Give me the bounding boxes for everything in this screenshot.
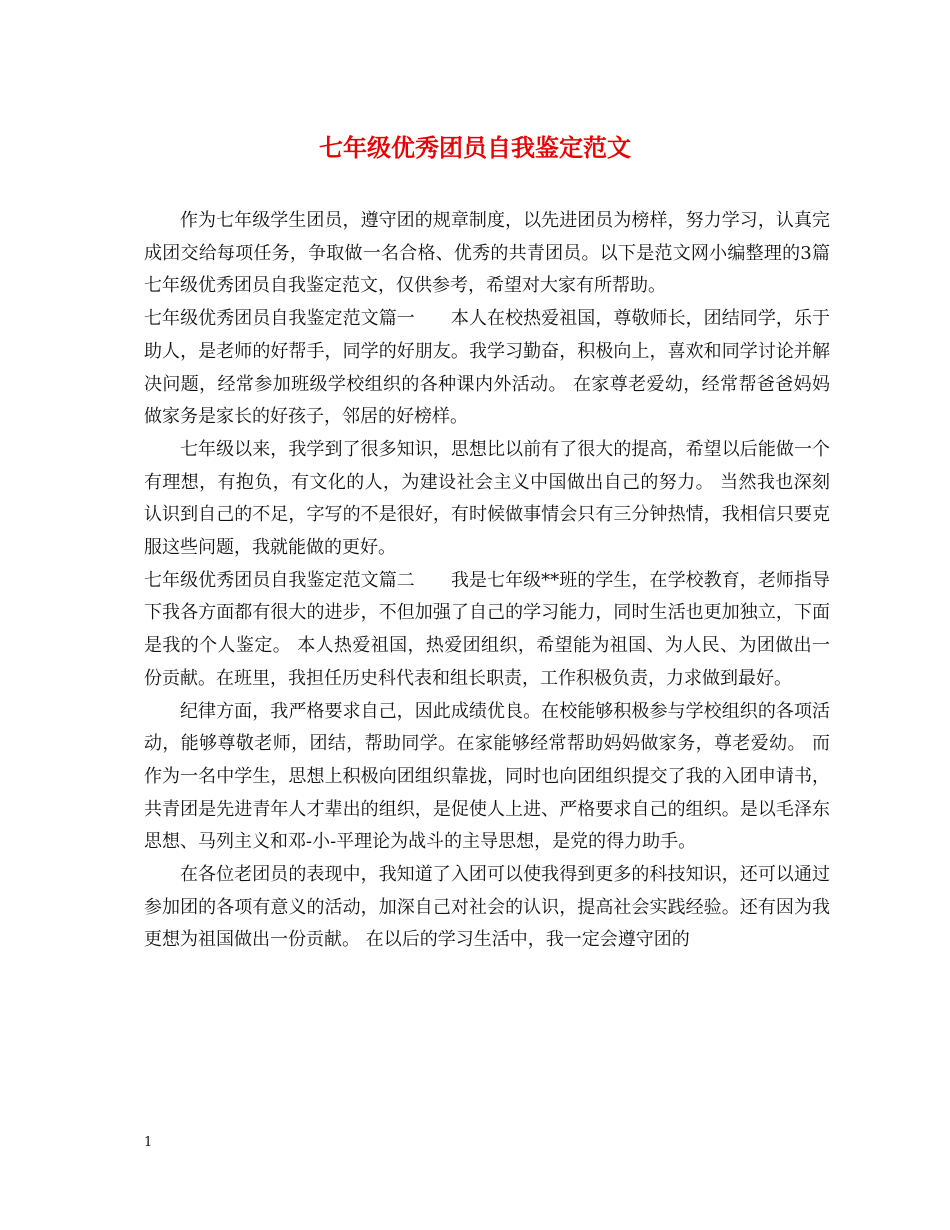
paragraph-essay-two: 七年级优秀团员自我鉴定范文篇二 我是七年级**班的学生，在学校教育，老师指导下我各方面都有很大的进步，不但加强了自己的学习能力，同时生活也更加独立，下面是我的个人鉴定。 本人热爱祖国，热爱团组织，希望能为祖国、为人民、为团做出一份贡献。在班里，我担任历史科代表和组长职责，工作积极负责，力求做到最好。: [144, 569, 830, 689]
paragraph-senior-members: 在各位老团员的表现中，我知道了入团可以使我得到更多的科技知识，还可以通过参加团的各项有意义的活动，加深自己对社会的认识，提高社会实践经验。还有因为我更想为祖国做出一份贡献。 在以后的学习生活中，我一定会遵守团的: [144, 864, 830, 951]
paragraph-essay-one: 七年级优秀团员自我鉴定范文篇一 本人在校热爱祖国，尊敬师长，团结同学，乐于助人，是老师的好帮手，同学的好朋友。我学习勤奋，积极向上，喜欢和同学讨论并解决问题，经常参加班级学校组织的各种课内外活动。 在家尊老爱幼，经常帮爸爸妈妈做家务是家长的好孩子，邻居的好榜样。: [144, 308, 830, 428]
document-title: 七年级优秀团员自我鉴定范文: [319, 133, 631, 162]
document-body: [144, 205, 830, 957]
paragraph-intro: 作为七年级学生团员，遵守团的规章制度，以先进团员为榜样，努力学习，认真完成团交给每项任务，争取做一名合格、优秀的共青团员。以下是范文网小编整理的3篇七年级优秀团员自我鉴定范文，仅供参考，希望对大家有所帮助。: [144, 210, 830, 297]
page-number: 1: [144, 1135, 153, 1150]
paragraph-discipline: 纪律方面，我严格要求自己，因此成绩优良。在校能够积极参与学校组织的各项活动，能够尊敬老师，团结，帮助同学。在家能够经常帮助妈妈做家务，尊老爱幼。 而作为一名中学生，思想上积极向团组织靠拢，同时也向团组织提交了我的入团申请书，共青团是先进青年人才辈出的组织，是促使人上进、严格要求自己的组织。是以毛泽东思想、马列主义和邓-小-平理论为战斗的主导思想，是党的得力助手。: [144, 700, 830, 853]
paragraph-essay-one-continued: 七年级以来，我学到了很多知识，思想比以前有了很大的提高，希望以后能做一个有理想，有抱负，有文化的人，为建设社会主义中国做出自己的努力。 当然我也深刻认识到自己的不足，字写的不是很好，有时候做事情会只有三分钟热情，我相信只要克服这些问题，我就能做的更好。: [144, 438, 830, 559]
